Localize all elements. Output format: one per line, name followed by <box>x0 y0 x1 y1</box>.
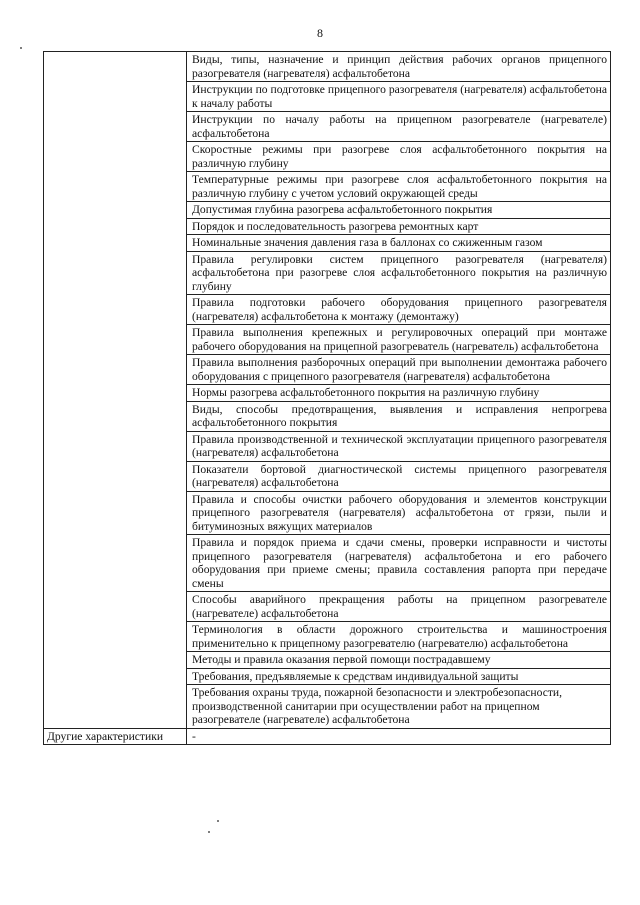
knowledge-item: Правила подготовки рабочего оборудования прицепного разогревателя (нагревателя) асфальтобетона к монтажу (демонтажу) <box>187 295 611 325</box>
scan-speck <box>208 831 210 833</box>
scan-speck <box>217 820 219 822</box>
knowledge-item: Правила и порядок приема и сдачи смены, проверки исправности и чистоты прицепного разогревателя (нагревателя) асфальтобетона и его рабочего оборудования при приеме смены; правила составления рапорта при передаче смены <box>187 535 611 592</box>
knowledge-item: Показатели бортовой диагностической системы прицепного разогревателя (нагревателя) асфальтобетона <box>187 461 611 491</box>
knowledge-item: Требования, предъявляемые к средствам индивидуальной защиты <box>187 668 611 685</box>
knowledge-item: Виды, способы предотвращения, выявления и исправления непрогрева асфальтобетонного покрытия <box>187 401 611 431</box>
section-value: - <box>187 728 611 745</box>
knowledge-item: Инструкции по подготовке прицепного разогревателя (нагревателя) асфальтобетона к началу работы <box>187 82 611 112</box>
knowledge-item: Нормы разогрева асфальтобетонного покрытия на различную глубину <box>187 385 611 402</box>
scan-speck <box>20 47 22 49</box>
knowledge-item: Допустимая глубина разогрева асфальтобетонного покрытия <box>187 202 611 219</box>
knowledge-item: Скоростные режимы при разогреве слоя асфальтобетонного покрытия на различную глубину <box>187 142 611 172</box>
knowledge-item: Инструкции по началу работы на прицепном разогревателе (нагревателе) асфальтобетона <box>187 112 611 142</box>
knowledge-item: Виды, типы, назначение и принцип действия рабочих органов прицепного разогревателя (нагревателя) асфальтобетона <box>187 52 611 82</box>
knowledge-item: Способы аварийного прекращения работы на прицепном разогревателе (нагревателе) асфальтобетона <box>187 592 611 622</box>
page-number: 8 <box>317 26 323 40</box>
knowledge-item: Порядок и последовательность разогрева ремонтных карт <box>187 218 611 235</box>
knowledge-item: Правила производственной и технической эксплуатации прицепного разогревателя (нагревателя) асфальтобетона <box>187 431 611 461</box>
table-row <box>44 52 611 82</box>
section-label-cell-empty <box>44 52 187 729</box>
knowledge-item: Методы и правила оказания первой помощи пострадавшему <box>187 652 611 669</box>
knowledge-table <box>43 51 611 745</box>
knowledge-item: Температурные режимы при разогреве слоя асфальтобетонного покрытия на различную глубину с учетом условий окружающей среды <box>187 172 611 202</box>
knowledge-item: Правила выполнения крепежных и регулировочных операций при монтаже рабочего оборудования на прицепной разогреватель (нагреватель) асфальтобетона <box>187 325 611 355</box>
knowledge-item: Правила и способы очистки рабочего оборудования и элементов конструкции прицепного разогревателя (нагревателя) асфальтобетона от грязи, пыли и битуминозных вяжущих материалов <box>187 491 611 535</box>
knowledge-item: Требования охраны труда, пожарной безопасности и электробезопасности, производственной санитарии при осуществлении работ на прицепном разогревателе (нагревателе) асфальтобетона <box>187 685 611 729</box>
knowledge-item: Правила регулировки систем прицепного разогревателя (нагревателя) асфальтобетона при разогреве слоя асфальтобетонного покрытия на различную глубину <box>187 251 611 295</box>
knowledge-item: Номинальные значения давления газа в баллонах со сжиженным газом <box>187 235 611 252</box>
knowledge-item: Терминология в области дорожного строительства и машиностроения применительно к прицепному разогревателю (нагревателю) асфальтобетона <box>187 622 611 652</box>
table-row <box>44 728 611 745</box>
section-label: Другие характеристики <box>44 728 187 745</box>
knowledge-item: Правила выполнения разборочных операций при выполнении демонтажа рабочего оборудования с прицепного разогревателя (нагревателя) асфальтобетона <box>187 355 611 385</box>
